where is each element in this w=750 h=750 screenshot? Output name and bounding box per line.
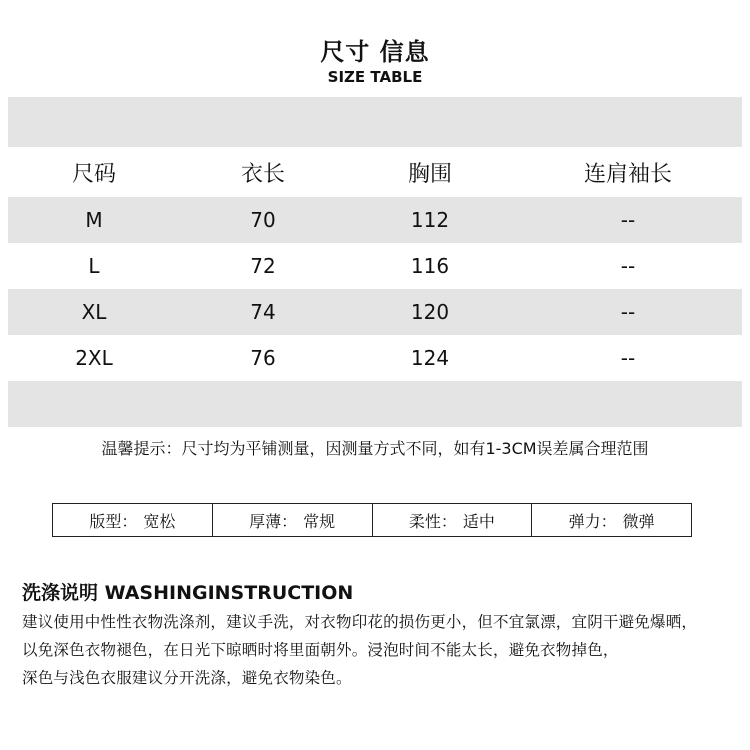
table-bottom-band <box>8 381 742 427</box>
cell-size: 2XL <box>75 346 113 370</box>
washing-line: 深色与浅色衣服建议分开洗涤，避免衣物染色。 <box>22 669 352 687</box>
washing-line: 建议使用中性性衣物洗涤剂，建议手洗，对衣物印花的损伤更小，但不宜氯漂，宜阴干避免爆晒， <box>22 613 698 631</box>
cell-length: 70 <box>250 208 276 232</box>
washing-line: 以免深色衣物褪色，在日光下晾晒时将里面朝外。浸泡时间不能太长，避免衣物掉色， <box>22 641 619 659</box>
cell-length: 76 <box>250 346 276 370</box>
washing-title: 洗涤说明 WASHINGINSTRUCTION <box>22 582 354 604</box>
cell-size: M <box>85 208 103 232</box>
cell-chest: 116 <box>410 254 450 278</box>
cell-size: L <box>88 254 100 278</box>
cell-sleeve: -- <box>620 300 636 324</box>
attribute-key: 弹力： <box>568 511 617 531</box>
size-table <box>8 97 742 427</box>
column-header-sleeve: 连肩袖长 <box>583 161 672 187</box>
attribute-thickness <box>213 504 373 536</box>
cell-length: 74 <box>250 300 276 324</box>
attribute-elasticity <box>532 504 691 536</box>
attribute-value: 适中 <box>462 511 495 531</box>
attribute-key: 厚薄： <box>249 511 298 531</box>
attribute-softness <box>373 504 533 536</box>
cell-sleeve: -- <box>620 254 636 278</box>
page-subtitle: SIZE TABLE <box>327 68 423 86</box>
page-title: 尺寸 信息 <box>320 38 430 66</box>
cell-sleeve: -- <box>620 208 636 232</box>
cell-chest: 124 <box>410 346 450 370</box>
attribute-key: 柔性： <box>408 511 457 531</box>
cell-chest: 112 <box>410 208 450 232</box>
column-header-chest: 胸围 <box>407 161 452 187</box>
column-header-size: 尺码 <box>71 161 116 187</box>
attribute-key: 版型： <box>89 511 138 531</box>
table-row <box>8 243 742 289</box>
table-row <box>8 335 742 381</box>
measurement-note: 温馨提示：尺寸均为平铺测量，因测量方式不同，如有1-3CM误差属合理范围 <box>101 439 649 458</box>
column-header-length: 衣长 <box>240 161 285 187</box>
cell-size: XL <box>81 300 107 324</box>
table-header-row <box>8 147 742 197</box>
attribute-value: 宽松 <box>143 511 176 531</box>
attribute-box <box>52 503 692 537</box>
table-row <box>8 197 742 243</box>
table-row <box>8 289 742 335</box>
cell-sleeve: -- <box>620 346 636 370</box>
attribute-value: 常规 <box>303 511 336 531</box>
attribute-value: 微弹 <box>622 511 655 531</box>
table-top-band <box>8 97 742 147</box>
cell-length: 72 <box>250 254 276 278</box>
attribute-fit <box>53 504 213 536</box>
cell-chest: 120 <box>410 300 450 324</box>
